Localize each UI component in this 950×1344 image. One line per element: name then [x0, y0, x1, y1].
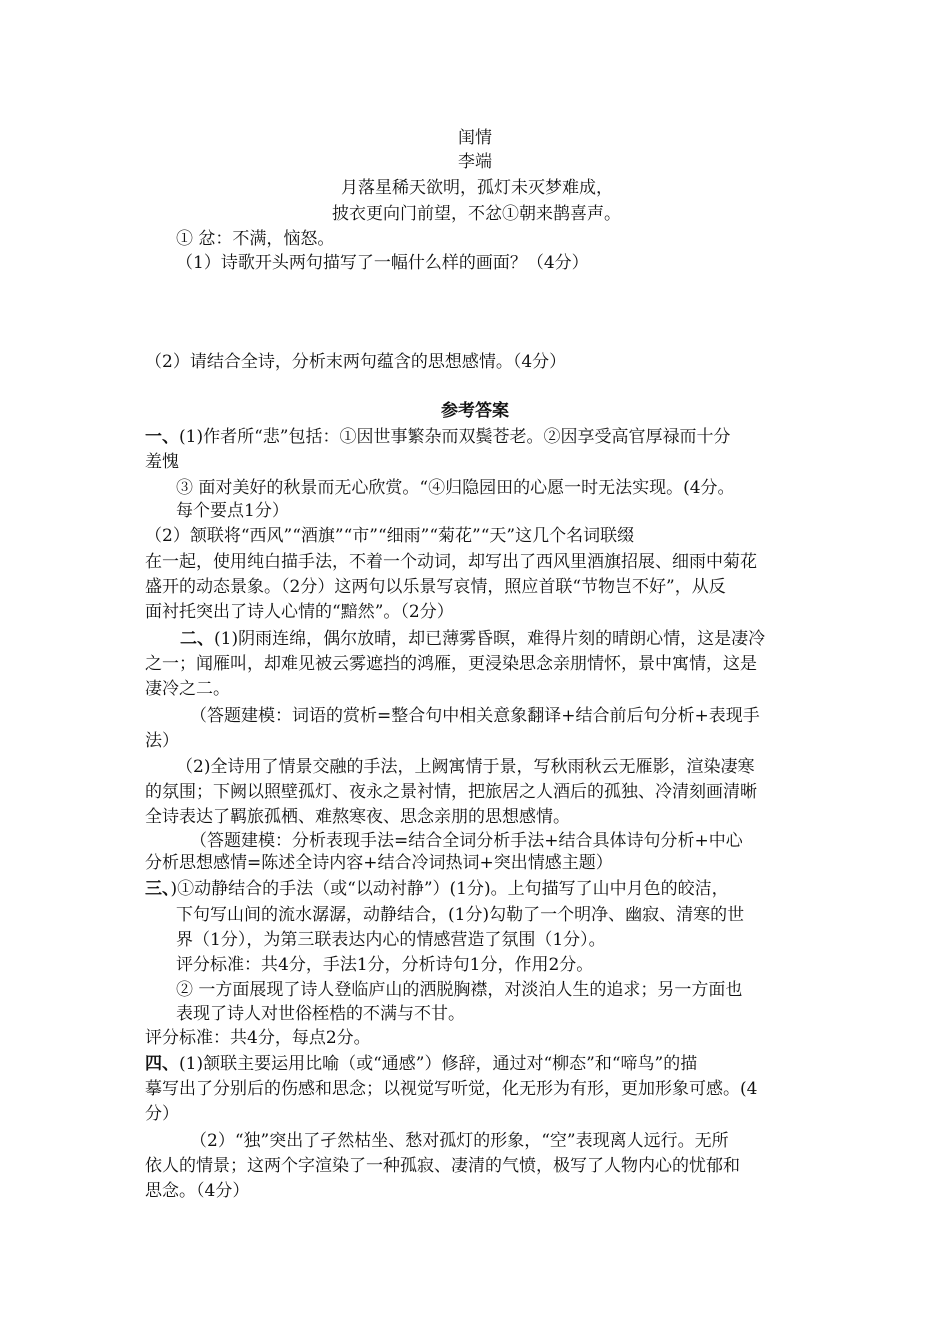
answer-3-line-2: 下句写山间的流水潺潺，动静结合，(1分)勾勒了一个明净、幽寂、清寒的世	[176, 905, 745, 925]
answer-3-line-4: 评分标准：共4分，手法1分，分析诗句1分，作用2分。	[176, 955, 594, 975]
answer-2-line-5: 法）	[145, 731, 179, 751]
answer-4-line-6: 思念。（4分）	[145, 1181, 250, 1201]
answer-2-line-7: 的氛围；下阙以照壁孤灯、夜永之景衬情，把旅居之人酒后的孤独、冷清刻画清晰	[145, 782, 757, 802]
answer-text: (1)颔联主要运用比喻（或“通感”）修辞，通过对“柳态”和“啼鸟”的描	[179, 1054, 698, 1074]
poem-line-1: 月落星稀天欲明，孤灯未灭梦难成，	[341, 178, 613, 198]
question-1: （1）诗歌开头两句描写了一幅什么样的画面？（4分）	[176, 253, 589, 273]
answers-heading: 参考答案	[441, 401, 509, 421]
answer-text: (1)阴雨连绵，偶尔放晴，却已薄雾昏暝，难得片刻的晴朗心情，这是凄冷	[214, 629, 766, 649]
answer-1-line-7: 盛开的动态景象。（2分）这两句以乐景写哀情，照应首联“节物岂不好”，从反	[145, 577, 726, 597]
question-2: （2）请结合全诗，分析末两句蕴含的思想感情。（4分）	[145, 352, 567, 372]
section-number: 三、	[145, 879, 171, 899]
answer-3-line-7: 评分标准：共4分，每点2分。	[145, 1028, 371, 1048]
answer-2-line-3: 凄冷之二。	[145, 679, 230, 699]
answer-text: (1)作者所“悲”包括：①因世事繁杂而双鬓苍老。②因享受高官厚禄而十分	[179, 427, 731, 447]
answer-2-line-8: 全诗表达了羁旅孤栖、难熬寒夜、思念亲朋的思想感情。	[145, 807, 570, 827]
section-number: 一、	[145, 427, 179, 447]
answer-4-line-5: 依人的情景；这两个字渲染了一种孤寂、凄清的气愤，极写了人物内心的忧郁和	[145, 1156, 740, 1176]
poem-author: 李端	[458, 152, 492, 172]
answer-2-line-9: （答题建模：分析表现手法=结合全词分析手法+结合具体诗句分析+中心	[190, 831, 743, 851]
answer-4-line-4: （2）“独”突出了孑然枯坐、愁对孤灯的形象，“空”表现离人远行。无所	[190, 1131, 729, 1151]
answer-1-line-4: 每个要点1分）	[176, 501, 289, 521]
answer-1-line-1	[145, 426, 730, 448]
answer-1-line-6: 在一起，使用纯白描手法，不着一个动词，却写出了西风里酒旗招展、细雨中菊花	[145, 552, 757, 572]
answer-4-line-1	[145, 1053, 697, 1075]
answer-4-line-2: 摹写出了分别后的伤感和思念；以视觉写听觉，化无形为有形，更加形象可感。(4	[145, 1079, 758, 1099]
answer-3-line-1	[145, 878, 729, 900]
answer-1-line-8: 面衬托突出了诗人心情的“黯然”。（2分）	[145, 602, 454, 622]
answer-4-line-3: 分）	[145, 1104, 179, 1124]
answer-2-line-4: （答题建模：词语的赏析=整合句中相关意象翻译+结合前后句分析+表现手	[190, 706, 760, 726]
section-number: 四、	[145, 1054, 179, 1074]
answer-2-line-6: （2)全诗用了情景交融的手法，上阙寓情于景，写秋雨秋云无雁影，渲染凄寒	[176, 757, 755, 777]
section-number: 二、	[180, 629, 214, 649]
answer-3-line-6: 表现了诗人对世俗桎梏的不满与不甘。	[176, 1004, 465, 1024]
answer-2-line-2: 之一；闻雁叫，却难见被云雾遮挡的鸿雁，更浸染思念亲朋情怀，景中寓情，这是	[145, 654, 757, 674]
answer-1-line-5: （2）颔联将“西风”“酒旗”“市”“细雨”“菊花”“天”这几个名词联缀	[145, 526, 635, 546]
poem-title: 闺情	[458, 128, 492, 148]
answer-1-line-3: ③ 面对美好的秋景而无心欣赏。“④归隐园田的心愿一时无法实现。(4分。	[176, 478, 735, 498]
answer-3-line-5: ② 一方面展现了诗人登临庐山的洒脱胸襟，对淡泊人生的追求；另一方面也	[176, 980, 743, 1000]
answer-3-line-3: 界（1分），为第三联表达内心的情感营造了氛围（1分）。	[176, 930, 606, 950]
answer-1-line-2: 羞愧	[145, 452, 179, 472]
poem-footnote: ① 忿：不满，恼怒。	[176, 229, 335, 249]
answer-2-line-10: 分析思想感情=陈述全诗内容+结合冷词热词+突出情感主题）	[145, 853, 613, 873]
answer-2-line-1	[180, 628, 765, 650]
answer-text: )①动静结合的手法（或“以动衬静”）(1分)。上句描写了山中月色的皎洁，	[170, 879, 729, 899]
poem-line-2: 披衣更向门前望，不忿①朝来鹊喜声。	[332, 204, 621, 224]
